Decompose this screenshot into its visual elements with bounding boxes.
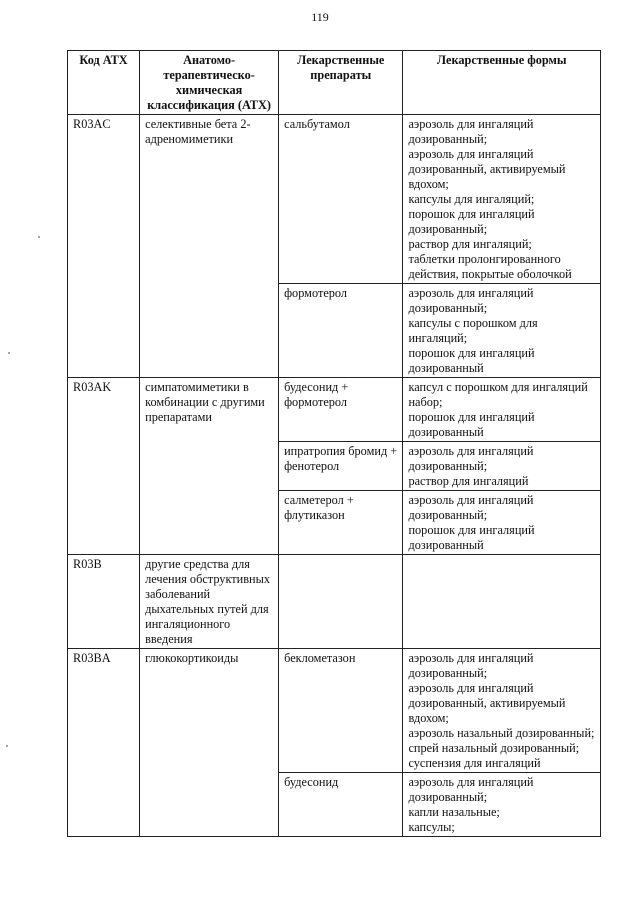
cell-drug: салметерол + флутиказон	[279, 491, 403, 555]
cell-classification: другие средства для лечения обструктивных заболеваний дыхательных путей для ингаляционного введения	[140, 555, 279, 649]
cell-classification	[140, 773, 279, 837]
table-row	[68, 115, 601, 284]
table-row	[68, 649, 601, 773]
form-line: капсул с порошком для ингаляций набор;	[408, 380, 591, 409]
cell-atc-code: R03BA	[68, 649, 140, 773]
cell-atc-code: R03AK	[68, 378, 140, 442]
cell-drug: ипратропия бромид + фенотерол	[279, 442, 403, 491]
cell-atc-code	[68, 773, 140, 837]
form-line: аэрозоль для ингаляций дозированный;	[408, 286, 537, 315]
scan-speck	[38, 236, 40, 238]
cell-drug	[279, 555, 403, 649]
page-number: 119	[311, 10, 329, 24]
form-line: порошок для ингаляций дозированный	[408, 523, 538, 552]
form-line: раствор для ингаляций	[408, 474, 529, 488]
form-line: аэрозоль для ингаляций дозированный;	[408, 117, 537, 146]
table-body	[68, 115, 601, 837]
header-drugs: Лекарственные препараты	[279, 51, 403, 115]
cell-atc-code: R03AC	[68, 115, 140, 284]
form-line: капли назальные;	[408, 805, 500, 819]
form-line: аэрозоль для ингаляций дозированный, активируемый вдохом;	[408, 681, 569, 725]
form-line: аэрозоль для ингаляций дозированный;	[408, 493, 537, 522]
table-row	[68, 555, 601, 649]
cell-atc-code: R03B	[68, 555, 140, 649]
atc-drug-table	[67, 50, 601, 837]
header-forms: Лекарственные формы	[403, 51, 601, 115]
form-line: аэрозоль назальный дозированный;	[408, 726, 595, 740]
form-line: спрей назальный дозированный;	[408, 741, 580, 755]
cell-classification	[140, 442, 279, 491]
table-row	[68, 491, 601, 555]
form-line: суспензия для ингаляций	[408, 756, 541, 770]
cell-forms	[403, 378, 601, 442]
cell-forms	[403, 773, 601, 837]
cell-forms	[403, 649, 601, 773]
table-row	[68, 378, 601, 442]
header-code: Код АТХ	[68, 51, 140, 115]
cell-classification	[140, 491, 279, 555]
form-line: таблетки пролонгированного действия, покрытые оболочкой	[408, 252, 572, 281]
cell-drug: будесонид	[279, 773, 403, 837]
form-line: аэрозоль для ингаляций дозированный;	[408, 775, 537, 804]
cell-forms	[403, 491, 601, 555]
form-line: капсулы;	[408, 820, 455, 834]
cell-drug: сальбутамол	[279, 115, 403, 284]
form-line: аэрозоль для ингаляций дозированный;	[408, 651, 537, 680]
cell-forms	[403, 284, 601, 378]
cell-classification: селективные бета 2-адреномиметики	[140, 115, 279, 284]
cell-atc-code	[68, 442, 140, 491]
cell-drug: формотерол	[279, 284, 403, 378]
form-line: капсулы с порошком для ингаляций;	[408, 316, 541, 345]
cell-forms	[403, 115, 601, 284]
form-line: раствор для ингаляций;	[408, 237, 532, 251]
scan-speck	[8, 352, 10, 354]
table-header-row	[68, 51, 601, 115]
form-line: аэрозоль для ингаляций дозированный, активируемый вдохом;	[408, 147, 569, 191]
scan-speck	[6, 745, 8, 747]
cell-forms	[403, 442, 601, 491]
form-line: капсулы для ингаляций;	[408, 192, 535, 206]
form-line: порошок для ингаляций дозированный;	[408, 207, 538, 236]
cell-classification	[140, 284, 279, 378]
cell-atc-code	[68, 284, 140, 378]
cell-atc-code	[68, 491, 140, 555]
cell-drug: будесонид + формотерол	[279, 378, 403, 442]
header-classification: Анатомо-терапевтическо-химическая классификация (АТХ)	[140, 51, 279, 115]
table-row	[68, 442, 601, 491]
cell-classification: симпатомиметики в комбинации с другими препаратами	[140, 378, 279, 442]
cell-forms	[403, 555, 601, 649]
form-line: аэрозоль для ингаляций дозированный;	[408, 444, 537, 473]
table-row	[68, 773, 601, 837]
form-line: порошок для ингаляций дозированный	[408, 410, 538, 439]
cell-drug: беклометазон	[279, 649, 403, 773]
form-line: порошок для ингаляций дозированный	[408, 346, 538, 375]
table-row	[68, 284, 601, 378]
cell-classification: глюкокортикоиды	[140, 649, 279, 773]
